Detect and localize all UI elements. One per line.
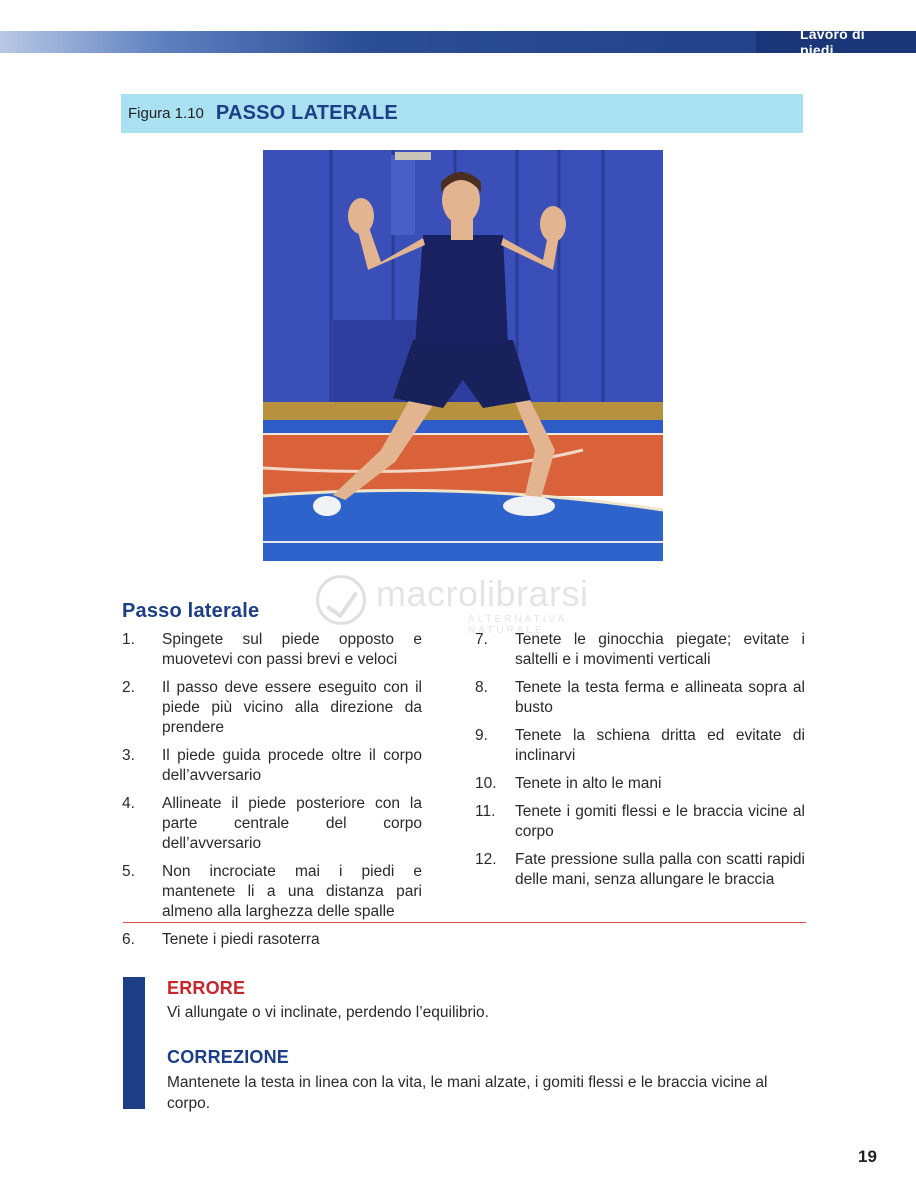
list-item xyxy=(475,774,805,794)
watermark xyxy=(316,571,616,636)
list-item xyxy=(122,678,422,738)
steps-heading: Passo laterale xyxy=(122,600,260,622)
step-number: 10. xyxy=(475,775,497,792)
steps-column-right xyxy=(475,630,805,898)
step-number: 3. xyxy=(122,747,135,764)
section-divider xyxy=(123,922,806,923)
step-text: Tenete la schiena dritta ed evitate di inclinarvi xyxy=(515,727,805,764)
list-item xyxy=(122,746,422,786)
error-box-accent xyxy=(123,977,145,1109)
step-number: 8. xyxy=(475,679,488,696)
watermark-logo-icon xyxy=(316,575,366,625)
section-title: Lavoro di piedi xyxy=(800,26,865,58)
step-number: 5. xyxy=(122,863,135,880)
list-item xyxy=(475,850,805,890)
error-title: ERRORE xyxy=(167,978,246,998)
page-number: 19 xyxy=(858,1147,877,1166)
step-number: 9. xyxy=(475,727,488,744)
correction-text: Mantenete la testa in linea con la vita, le mani alzate, i gomiti flessi e le braccia vicine al corpo. xyxy=(167,1074,768,1112)
figure-title: PASSO LATERALE xyxy=(215,102,398,124)
list-item xyxy=(475,726,805,766)
watermark-brand: macrolibrarsi xyxy=(376,573,589,614)
step-text: Fate pressione sulla palla con scatti rapidi delle mani, senza allungare le braccia xyxy=(515,851,805,888)
step-text: Tenete la testa ferma e allineata sopra al busto xyxy=(515,679,805,716)
step-text: Tenete in alto le mani xyxy=(515,775,662,792)
list-item xyxy=(122,630,422,670)
figure-caption-bar xyxy=(121,94,803,133)
list-item xyxy=(122,930,422,950)
step-number: 2. xyxy=(122,679,135,696)
step-number: 11. xyxy=(475,803,496,820)
figure-label: Figura 1.10 xyxy=(128,105,204,122)
step-number: 6. xyxy=(122,931,135,948)
list-item xyxy=(475,802,805,842)
watermark-tagline: ALTERNATIVA NATURALE xyxy=(468,614,567,636)
list-item xyxy=(475,630,805,670)
step-text: Non incrociate mai i piedi e mantenete li a una distanza pari almeno alla larghezza delle spalle xyxy=(162,863,422,920)
step-number: 7. xyxy=(475,631,488,648)
correction-title: CORREZIONE xyxy=(167,1047,290,1067)
step-text: Il piede guida procede oltre il corpo dell’avversario xyxy=(162,747,422,784)
error-text: Vi allungate o vi inclinate, perdendo l’equilibrio. xyxy=(167,1004,489,1021)
step-number: 4. xyxy=(122,795,135,812)
athlete-illustration xyxy=(263,150,663,561)
step-text: Tenete i gomiti flessi e le braccia vicine al corpo xyxy=(515,803,805,840)
list-item xyxy=(122,862,422,922)
figure-photo xyxy=(263,150,663,561)
step-text: Il passo deve essere eseguito con il piede più vicino alla direzione da prendere xyxy=(162,679,422,736)
section-tab xyxy=(756,26,916,58)
list-item xyxy=(475,678,805,718)
step-text: Tenete le ginocchia piegate; evitate i saltelli e i movimenti verticali xyxy=(515,631,805,668)
step-number: 1. xyxy=(122,631,135,648)
step-text: Allineate il piede posteriore con la parte centrale del corpo dell’avversario xyxy=(162,795,422,852)
step-text: Spingete sul piede opposto e muovetevi con passi brevi e veloci xyxy=(162,631,422,668)
step-text: Tenete i piedi rasoterra xyxy=(162,931,320,948)
step-number: 12. xyxy=(475,851,497,868)
list-item xyxy=(122,794,422,854)
steps-column-left xyxy=(122,630,422,958)
